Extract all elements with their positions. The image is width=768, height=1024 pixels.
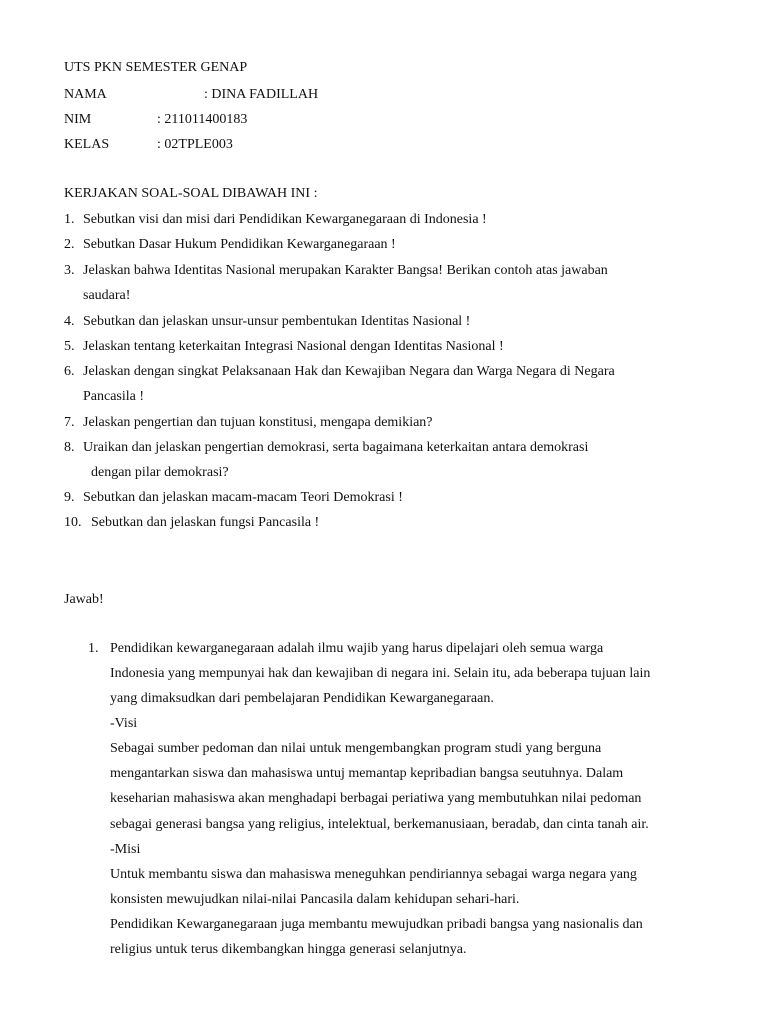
- question-number: 5.: [64, 339, 75, 354]
- question-number: 7.: [64, 415, 75, 430]
- answer-line: Indonesia yang mempunyai hak dan kewajiban di negara ini. Selain itu, ada beberapa tujuan lain: [110, 666, 651, 681]
- question-text: Uraikan dan jelaskan pengertian demokrasi, serta bagaimana keterkaitan antara demokrasi: [83, 440, 589, 455]
- question-text: Jelaskan dengan singkat Pelaksanaan Hak dan Kewajiban Negara dan Warga Negara di Negara: [83, 364, 615, 379]
- question-text-continued: Pancasila !: [83, 389, 145, 404]
- nama-label: NAMA: [64, 87, 107, 102]
- question-number: 3.: [64, 263, 75, 278]
- answer-line: Pendidikan Kewarganegaraan juga membantu mewujudkan pribadi bangsa yang nasionalis dan: [110, 917, 643, 932]
- question-number: 4.: [64, 314, 75, 329]
- question-text: Sebutkan dan jelaskan macam-macam Teori Demokrasi !: [83, 490, 403, 505]
- instruction-heading: KERJAKAN SOAL-SOAL DIBAWAH INI :: [64, 186, 318, 201]
- question-text: Sebutkan Dasar Hukum Pendidikan Kewarganegaraan !: [83, 237, 396, 252]
- answer-subheading-misi: -Misi: [110, 842, 141, 857]
- question-number: 2.: [64, 237, 75, 252]
- document-title: UTS PKN SEMESTER GENAP: [64, 60, 248, 75]
- answer-line: Pendidikan kewarganegaraan adalah ilmu wajib yang harus dipelajari oleh semua warga: [110, 641, 604, 656]
- answer-line: Sebagai sumber pedoman dan nilai untuk mengembangkan program studi yang berguna: [110, 741, 602, 756]
- question-text: Jelaskan pengertian dan tujuan konstitusi, mengapa demikian?: [83, 415, 433, 430]
- answer-line: keseharian mahasiswa akan menghadapi berbagai periatiwa yang membutuhkan nilai pedoman: [110, 791, 642, 806]
- nim-value: : 211011400183: [157, 112, 248, 127]
- kelas-label: KELAS: [64, 137, 110, 152]
- nim-label: NIM: [64, 112, 92, 127]
- question-text: Sebutkan dan jelaskan unsur-unsur pembentukan Identitas Nasional !: [83, 314, 471, 329]
- question-text-continued: saudara!: [83, 288, 131, 303]
- answer-line: yang dimaksudkan dari pembelajaran Pendidikan Kewarganegaraan.: [110, 691, 494, 706]
- question-number: 8.: [64, 440, 75, 455]
- answer-line: religius untuk terus dikembangkan hingga generasi selanjutnya.: [110, 942, 467, 957]
- question-number: 9.: [64, 490, 75, 505]
- question-number: 6.: [64, 364, 75, 379]
- question-number: 1.: [64, 212, 75, 227]
- answer-heading: Jawab!: [64, 592, 104, 607]
- answer-subheading-visi: -Visi: [110, 716, 138, 731]
- question-text: Sebutkan visi dan misi dari Pendidikan Kewarganegaraan di Indonesia !: [83, 212, 487, 227]
- answer-number: 1.: [88, 641, 99, 656]
- question-number: 10.: [64, 515, 82, 530]
- answer-line: mengantarkan siswa dan mahasiswa untuj memantap kepribadian bangsa seutuhnya. Dalam: [110, 766, 624, 781]
- question-text: Jelaskan tentang keterkaitan Integrasi Nasional dengan Identitas Nasional !: [83, 339, 504, 354]
- nama-value: : DINA FADILLAH: [204, 87, 319, 102]
- question-text-continued: dengan pilar demokrasi?: [91, 465, 229, 480]
- question-text: Jelaskan bahwa Identitas Nasional merupakan Karakter Bangsa! Berikan contoh atas jawaban: [83, 263, 608, 278]
- question-text: Sebutkan dan jelaskan fungsi Pancasila !: [91, 515, 320, 530]
- answer-line: konsisten mewujudkan nilai-nilai Pancasila dalam kehidupan sehari-hari.: [110, 892, 520, 907]
- kelas-value: : 02TPLE003: [157, 137, 233, 152]
- answer-line: sebagai generasi bangsa yang religius, intelektual, berkemanusiaan, beradab, dan cinta tanah air.: [110, 817, 649, 832]
- answer-line: Untuk membantu siswa dan mahasiswa meneguhkan pendiriannya sebagai warga negara yang: [110, 867, 637, 882]
